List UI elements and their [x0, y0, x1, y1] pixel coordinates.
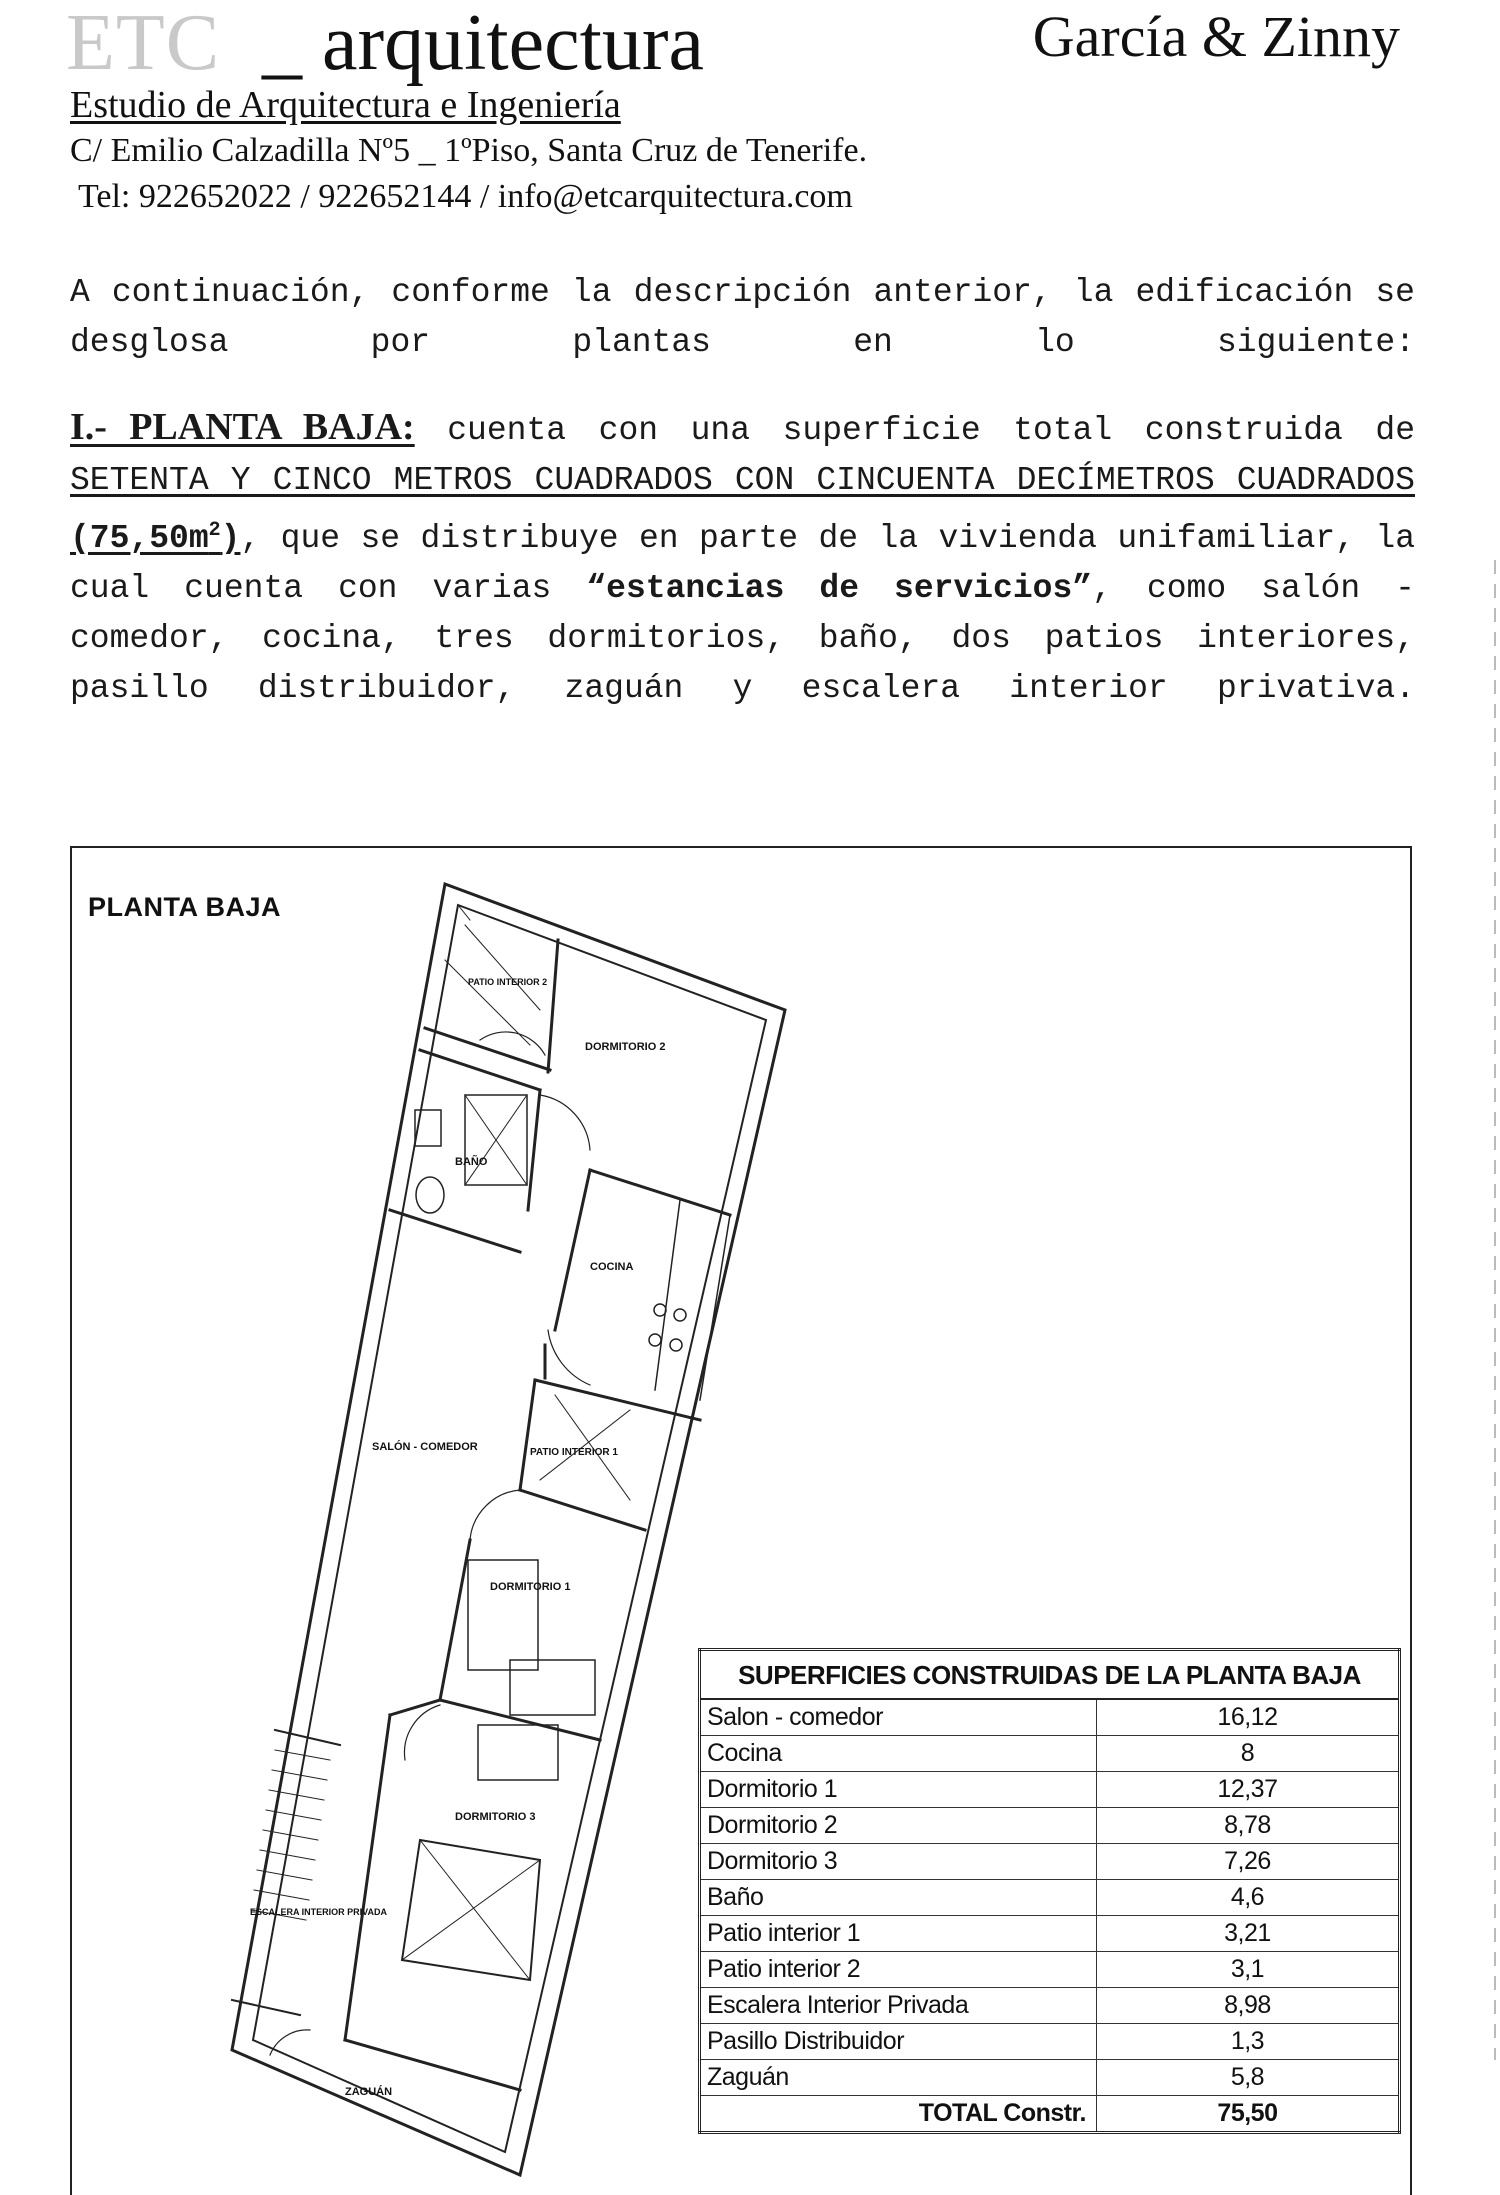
- brand-etc-logo: ETC: [66, 0, 221, 87]
- row-value: 16,12: [1096, 1699, 1399, 1736]
- row-value: 12,37: [1096, 1772, 1399, 1808]
- table-row: [700, 1988, 1400, 2024]
- table-row: [700, 1916, 1400, 1952]
- room-label-salon: SALÓN - COMEDOR: [372, 1441, 478, 1453]
- row-label: Cocina: [700, 1736, 1097, 1772]
- room-label-cocina: COCINA: [590, 1261, 634, 1273]
- area-number: $(75,50m^2)$: [70, 519, 241, 557]
- room-label-patio1: PATIO INTERIOR 1: [530, 1447, 618, 1458]
- row-value: 4,6: [1096, 1880, 1399, 1916]
- scan-edge-marks: [1490, 560, 1500, 2060]
- row-value: 8,98: [1096, 1988, 1399, 2024]
- brand-name: _ arquitectura: [262, 0, 704, 87]
- row-label: Patio interior 1: [700, 1916, 1097, 1952]
- table-total-row: [700, 2096, 1400, 2133]
- table-row: [700, 2060, 1400, 2096]
- row-label: Dormitorio 3: [700, 1844, 1097, 1880]
- row-label: Patio interior 2: [700, 1952, 1097, 1988]
- room-label-escalera: ESCALERA INTERIOR PRIVADA: [250, 1907, 388, 1917]
- room-label-bano: BAÑO: [455, 1156, 488, 1168]
- section-text-2: , que se distribuye en parte de la vivienda unifamiliar, la cual cuenta con varias: [70, 520, 1415, 607]
- row-value: 7,26: [1096, 1844, 1399, 1880]
- brand-address: C/ Emilio Calzadilla Nº5 _ 1ºPiso, Santa Cruz de Tenerife.: [70, 132, 868, 169]
- row-label: Salon - comedor: [700, 1699, 1097, 1736]
- room-label-dorm1: DORMITORIO 1: [490, 1581, 571, 1593]
- row-label: Escalera Interior Privada: [700, 1988, 1097, 2024]
- brand-partners: García & Zinny: [1032, 4, 1400, 69]
- row-label: Pasillo Distribuidor: [700, 2024, 1097, 2060]
- section-text-3: , como salón - comedor, cocina, tres dormitorios, baño, dos patios interiores, pasillo distribuidor, zaguán y escalera interior privativa.: [70, 570, 1415, 707]
- brand-subtitle: Estudio de Arquitectura e Ingeniería: [70, 84, 621, 126]
- row-value: 1,3: [1096, 2024, 1399, 2060]
- table-row: [700, 1808, 1400, 1844]
- row-value: 3,1: [1096, 1952, 1399, 1988]
- row-label: Dormitorio 1: [700, 1772, 1097, 1808]
- table-row: [700, 1772, 1400, 1808]
- brand-contact: Tel: 922652022 / 922652144 / info@etcarquitectura.com: [78, 178, 853, 215]
- row-value: 8: [1096, 1736, 1399, 1772]
- row-value: 3,21: [1096, 1916, 1399, 1952]
- table-row: [700, 1699, 1400, 1736]
- room-label-patio2: PATIO INTERIOR 2: [468, 977, 548, 987]
- area-words: SETENTA Y CINCO METROS CUADRADOS CON CINCUENTA DECÍMETROS CUADRADOS: [70, 462, 1415, 499]
- table-row: [700, 2024, 1400, 2060]
- room-label-dorm3: DORMITORIO 3: [455, 1811, 536, 1823]
- area-table: [698, 1648, 1401, 2134]
- total-value: 75,50: [1096, 2096, 1399, 2133]
- row-value: 5,8: [1096, 2060, 1399, 2096]
- row-label: Dormitorio 2: [700, 1808, 1097, 1844]
- table-row: [700, 1952, 1400, 1988]
- row-label: Baño: [700, 1880, 1097, 1916]
- room-label-dorm2: DORMITORIO 2: [585, 1041, 666, 1053]
- room-label-zaguan: ZAGUÁN: [345, 2086, 393, 2098]
- total-label: TOTAL Constr.: [700, 2096, 1097, 2133]
- row-label: Zaguán: [700, 2060, 1097, 2096]
- plan-label: PLANTA BAJA: [88, 892, 281, 922]
- table-row: [700, 1844, 1400, 1880]
- row-value: 8,78: [1096, 1808, 1399, 1844]
- area-table-title: SUPERFICIES CONSTRUIDAS DE LA PLANTA BAJA: [700, 1650, 1400, 1700]
- table-row: [700, 1880, 1400, 1916]
- services-term: “estancias de servicios”: [586, 570, 1093, 607]
- section-text-1: cuenta con una superficie total construida de: [414, 412, 1416, 449]
- section-heading: I.- PLANTA BAJA:: [70, 406, 415, 448]
- intro-paragraph: A continuación, conforme la descripción anterior, la edificación se desglosa por plantas en lo siguiente:: [70, 274, 1415, 361]
- table-row: [700, 1736, 1400, 1772]
